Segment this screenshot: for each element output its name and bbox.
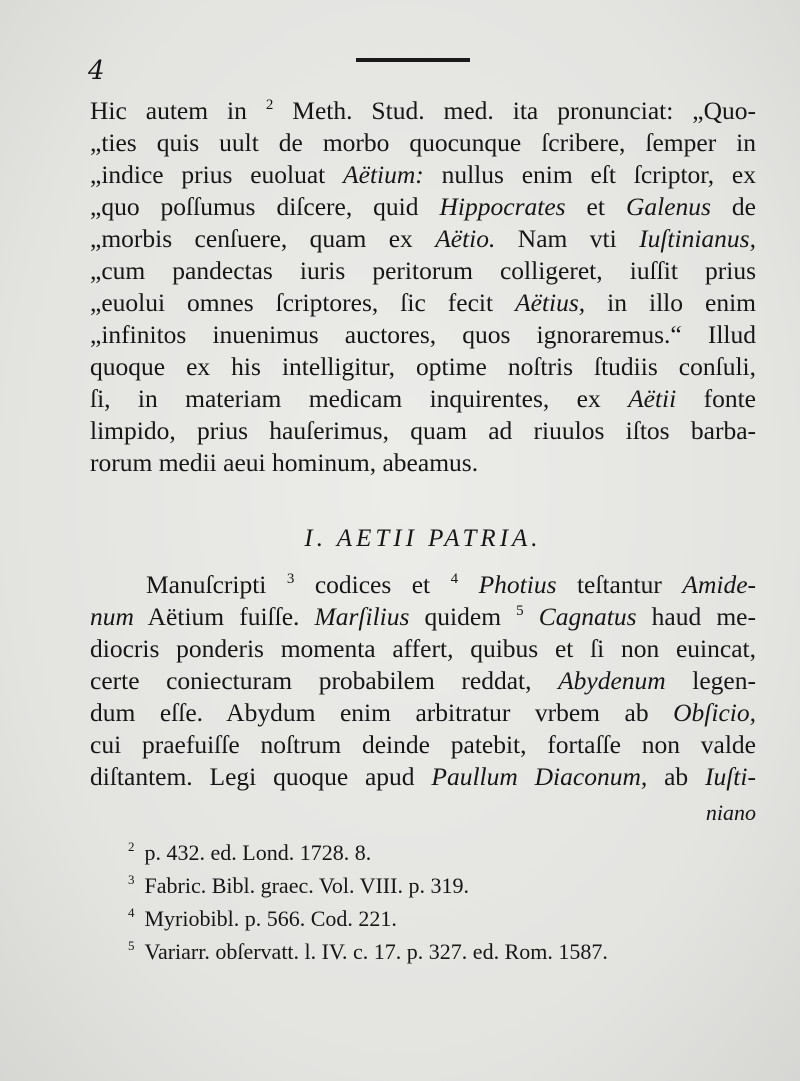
text-line: „morbis cenſuere, quam ex Aëtio. Nam vti Iuſtinianus, bbox=[90, 224, 756, 253]
text-line: num Aëtium fuiſſe. Marſilius quidem $^5$ Cagnatus haud me- bbox=[90, 602, 756, 631]
catchword: niano bbox=[705, 800, 756, 825]
footnote: $^5$ Variarr. obſervatt. l. IV. c. 17. p. 327. ed. Rom. 1587. bbox=[128, 938, 608, 964]
text-line: „cum pandectas iuris peritorum colligeret, iuſſit prius bbox=[90, 256, 756, 285]
text-line: diſtantem. Legi quoque apud Paullum Diaconum, ab Iuſti- bbox=[90, 762, 756, 791]
footnote-ref: 2 bbox=[265, 97, 274, 113]
text-line: rorum medii aeui hominum, abeamus. bbox=[90, 448, 479, 477]
text-line: ſi, in materiam medicam inquirentes, ex Aëtii fonte bbox=[90, 384, 756, 413]
page-number: 4 bbox=[88, 56, 105, 86]
footnote-ref: 3 bbox=[286, 571, 295, 587]
footnote: $^3$ Fabric. Bibl. graec. Vol. VIII. p. 319. bbox=[128, 872, 469, 898]
text-line: „infinitos inuenimus auctores, quos ignoraremus.“ Illud bbox=[90, 320, 756, 349]
text-line: dum eſſe. Abydum enim arbitratur vrbem ab Obſicio, bbox=[90, 698, 756, 727]
text-line: „indice prius euoluat Aëtium: nullus enim eſt ſcriptor, ex bbox=[90, 160, 757, 189]
text-line: Manuſcripti $^3$ codices et $^4$ Photius teſtantur Amide- bbox=[146, 570, 757, 599]
text-line: limpido, prius hauſerimus, quam ad riuulos iſtos barba- bbox=[90, 416, 756, 445]
footnote: $^4$ Myriobibl. p. 566. Cod. 221. bbox=[128, 905, 397, 931]
text-line: quoque ex his intelligitur, optime noſtris ſtudiis conſuli, bbox=[90, 352, 756, 381]
footnote: $^2$ p. 432. ed. Lond. 1728. 8. bbox=[128, 839, 372, 865]
header-rule bbox=[356, 58, 470, 62]
text-line: Hic autem in $^2$ Meth. Stud. med. ita pronunciat: „Quo- bbox=[90, 96, 757, 125]
text-line: „euolui omnes ſcriptores, ſic fecit Aëtius, in illo enim bbox=[90, 288, 756, 317]
text-line: „ties quis uult de morbo quocunque ſcribere, ſemper in bbox=[90, 128, 756, 157]
text-line: diocris ponderis momenta affert, quibus et ſi non euincat, bbox=[90, 634, 756, 663]
text-line: „quo poſſumus diſcere, quid Hippocrates et Galenus de bbox=[90, 192, 757, 221]
text-line: certe coniecturam probabilem reddat, Abydenum legen- bbox=[90, 666, 756, 695]
section-heading: I. AETII PATRIA. bbox=[304, 525, 542, 552]
footnote-ref: 4 bbox=[450, 571, 459, 587]
footnote-ref: 5 bbox=[516, 603, 524, 619]
text-line: cui praefuiſſe noſtrum deinde patebit, fortaſſe non valde bbox=[90, 730, 756, 759]
